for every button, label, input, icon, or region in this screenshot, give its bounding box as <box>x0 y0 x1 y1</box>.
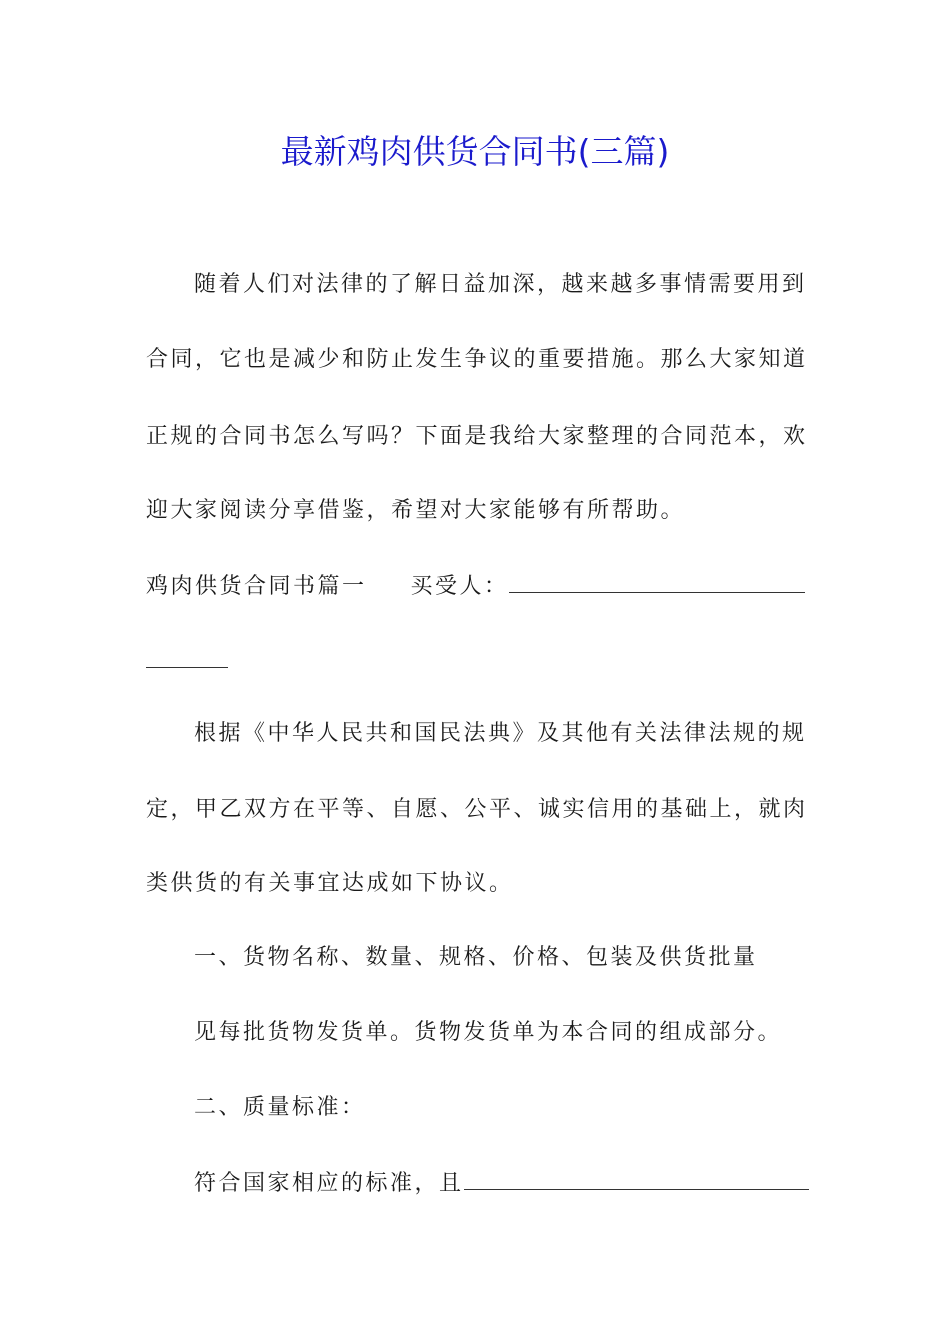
clause-1-heading: 一、货物名称、数量、规格、价格、包装及供货批量 <box>194 945 758 970</box>
quality-blank-line <box>464 1167 809 1190</box>
clause-2-text: 符合国家相应的标准，且 <box>194 1171 464 1196</box>
intro-line-3: 正规的合同书怎么写吗？下面是我给大家整理的合同范本，欢 <box>146 424 808 449</box>
buyer-blank-continuation-row <box>146 645 228 677</box>
basis-line-3: 类供货的有关事宜达成如下协议。 <box>146 871 514 896</box>
buyer-blank-line <box>509 570 805 593</box>
clause-2-heading: 二、质量标准： <box>194 1095 366 1120</box>
clause-1-text: 见每批货物发货单。货物发货单为本合同的组成部分。 <box>194 1020 783 1045</box>
basis-line-1: 根据《中华人民共和国民法典》及其他有关法律法规的规 <box>194 721 807 746</box>
section-heading-row <box>146 570 805 602</box>
basis-line-2: 定，甲乙双方在平等、自愿、公平、诚实信用的基础上，就肉 <box>146 797 808 822</box>
intro-line-4: 迎大家阅读分享借鉴，希望对大家能够有所帮助。 <box>146 498 686 523</box>
section-heading: 鸡肉供货合同书篇一 <box>146 574 367 599</box>
intro-line-1: 随着人们对法律的了解日益加深，越来越多事情需要用到 <box>194 272 807 297</box>
clause-2-row <box>194 1167 809 1199</box>
buyer-blank-continuation <box>146 645 228 668</box>
intro-line-2: 合同，它也是减少和防止发生争议的重要措施。那么大家知道 <box>146 347 808 372</box>
document-title: 最新鸡肉供货合同书(三篇) <box>280 132 670 171</box>
buyer-label: 买受人： <box>410 574 509 599</box>
